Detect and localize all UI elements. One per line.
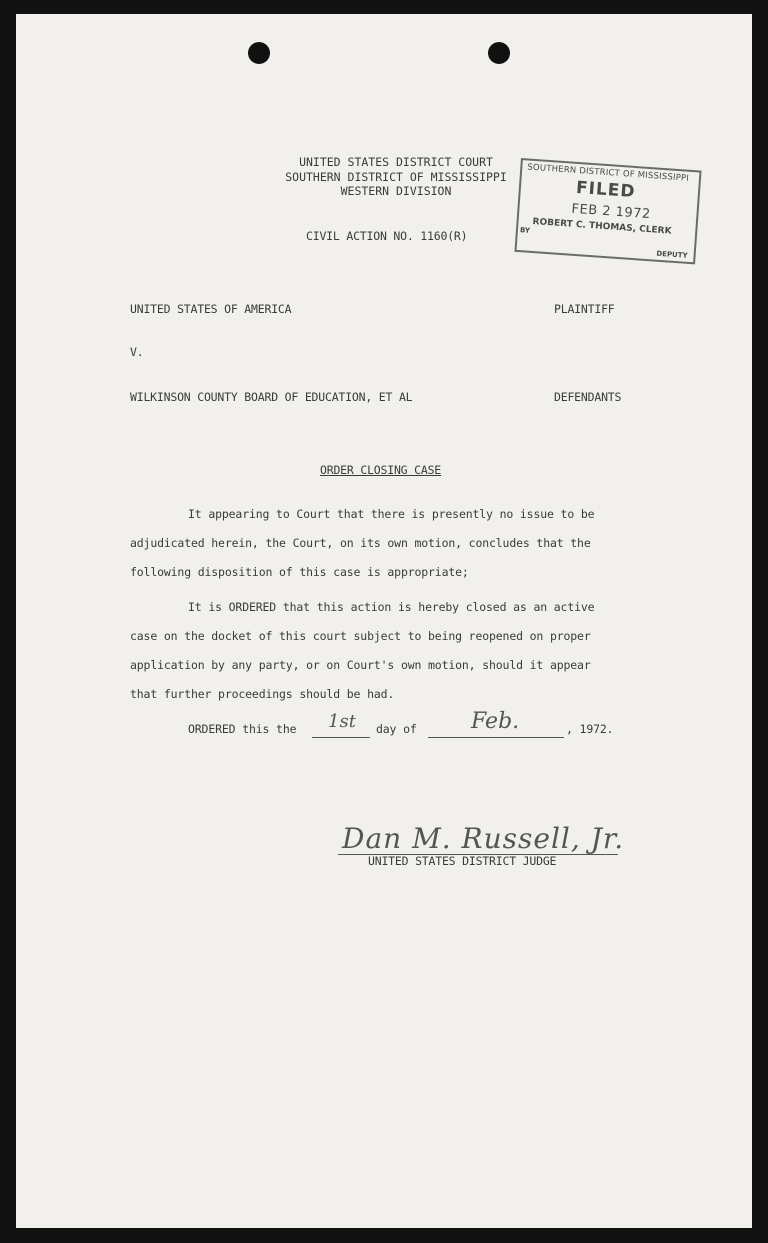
punch-hole-left [248,42,270,64]
paragraph-2-line-3: application by any party, or on Court's own motion, should it appear [130,658,591,672]
stamp-clerk: ROBERT C. THOMAS, CLERK [532,216,672,237]
paragraph-1-line-1: It appearing to Court that there is presently no issue to be [188,507,595,521]
defendant-label: DEFENDANTS [554,390,622,404]
filed-stamp [514,158,701,264]
versus: V. [130,345,144,359]
handwritten-day: 1st [328,711,356,732]
court-header [246,155,546,199]
judge-signature: Dan M. Russell, Jr. [342,822,625,855]
civil-action-number: CIVIL ACTION NO. 1160(R) [306,229,468,243]
defendant-name: WILKINSON COUNTY BOARD OF EDUCATION, ET AL [130,390,413,404]
paragraph-1-line-2: adjudicated herein, the Court, on its own motion, concludes that the [130,536,591,550]
paragraph-2-line-4: that further proceedings should be had. [130,687,395,701]
stamp-district: SOUTHERN DISTRICT OF MISSISSIPPI [527,162,690,184]
plaintiff-name: UNITED STATES OF AMERICA [130,302,292,316]
ordered-middle: day of [376,722,417,736]
stamp-by: BY [519,226,531,235]
paragraph-1-line-3: following disposition of this case is appropriate; [130,565,469,579]
ordered-prefix: ORDERED this the [188,722,297,736]
paragraph-2-line-2: case on the docket of this court subject to being reopened on proper [130,629,591,643]
paragraph-2-line-1: It is ORDERED that this action is hereby closed as an active [188,600,595,614]
court-division: WESTERN DIVISION [340,184,452,198]
court-name: UNITED STATES DISTRICT COURT [299,155,493,169]
document-title: ORDER CLOSING CASE [320,463,442,477]
signature-line [338,838,618,855]
handwritten-month: Feb. [471,709,520,734]
punch-hole-right [488,42,510,64]
stamp-deputy: DEPUTY [656,249,688,260]
ordered-year: , 1972. [566,722,614,736]
court-district: SOUTHERN DISTRICT OF MISSISSIPPI [285,169,507,184]
judge-title: UNITED STATES DISTRICT JUDGE [368,854,557,868]
stamp-date: FEB 2 1972 [571,201,652,223]
document-page [16,14,752,1228]
stamp-filed: FILED [575,177,637,203]
plaintiff-label: PLAINTIFF [554,302,615,316]
